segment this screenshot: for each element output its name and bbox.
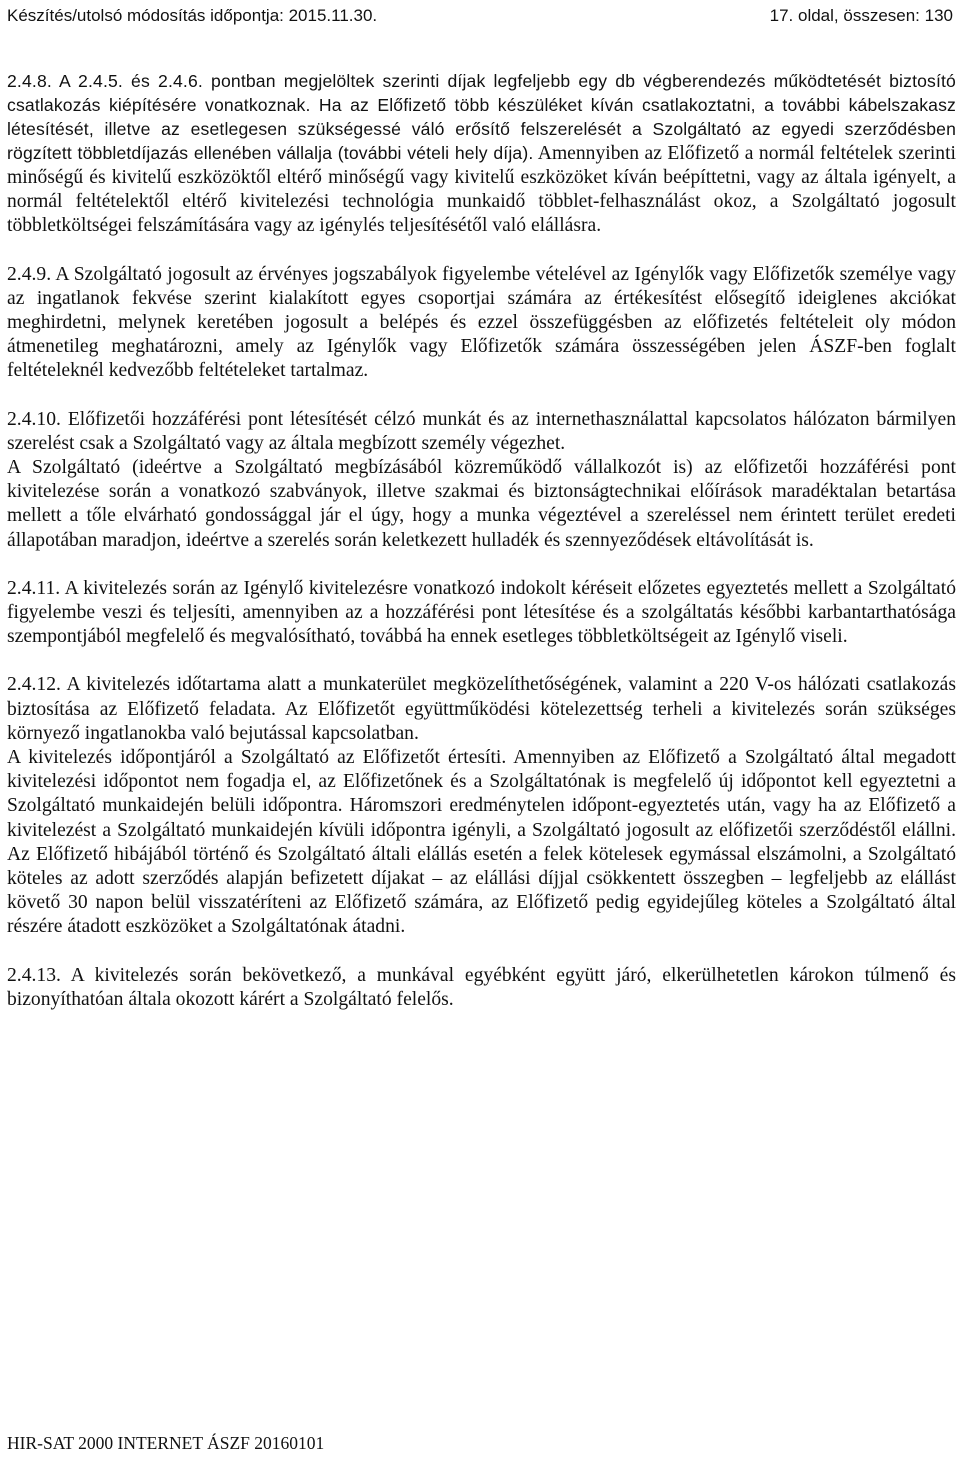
page-number: 17. oldal, összesen: 130 bbox=[769, 6, 953, 25]
section-2-4-8-text-sans: 2.4.8. A 2.4.5. és 2.4.6. pontban megjelöltek szerinti díjak legfeljebb egy db végberendezés működtetését biztosító csatlakozás kiépítésére vonatkoznak. Ha az Előfizető több készüléket kíván csatlakoztatni, a további kábelszakasz létesítését, illetve az esetlegesen szükségessé váló erősítő felszerelését a Szolgáltató az egyedi szerződésben rögzített többletdíjazás ellenében vállalja (további vételi hely díja). bbox=[7, 71, 956, 163]
section-2-4-8-text-serif: Amennyiben az Előfizető a normál feltételek szerinti minőségű és kivitelű eszközöktől eltérő minőségű vagy kivitelű eszközöket kíván beépíttetni, vagy az általa igényelt, a normál feltételektől eltérő kivitelezési technológia munkaidő többlet-felhasználást okoz, a Szolgáltató jogosult többletköltségei felszámítására vagy az igénylés teljesítésétől való elállásra. bbox=[7, 142, 956, 237]
document-body bbox=[7, 70, 956, 1012]
section-2-4-12-continued: A kivitelezés időpontjáról a Szolgáltató az Előfizetőt értesíti. Amennyiben az Előfizető a Szolgáltató által megadott kivitelezési időpontot nem fogadja el, az Előfizetőnek és a Szolgáltatónak is megfelelő új időpontot kell egyeztetni a Szolgáltató munkaidején belüli időpontra. Háromszori eredménytelen időpont-egyeztetés után, vagy ha az Előfizető a kivitelezést a Szolgáltató munkaidején kívüli időpontra igényli, a Szolgáltató jogosult az előfizetői szerződéstől elállni. Az Előfizető hibájából történő és Szolgáltató általi elállás esetén a felek kötelesek egymással elszámolni, a Szolgáltató köteles az adott szerződés alapján befizetett díjakat – az elállási díjjal csökkentett összegben – legfeljebb az elállást követő 30 napon belül visszatéríteni az Előfizető számára, az Előfizető pedig egyidejűleg köteles a Szolgáltató által részére átadott eszközöket a Szolgáltatónak átadni. bbox=[7, 746, 956, 938]
modification-date: Készítés/utolsó módosítás időpontja: 2015.11.30. bbox=[7, 6, 378, 25]
section-2-4-9: 2.4.9. A Szolgáltató jogosult az érvényes jogszabályok figyelembe vételével az Igénylők vagy Előfizetők személye vagy az ingatlanok fekvése szerint kialakított egyes csoportjai számára az értékesítést elősegítő ideiglenes akciókat meghirdetni, melynek keretében jogosult a belépés és ezzel összefüggésben az előfizetés feltételeit oly módon átmenetileg meghatározni, amely az Igénylők vagy Előfizetők számára összességében jelen ÁSZF-ben foglalt feltételeknél kedvezőbb feltételeket tartalmaz. bbox=[7, 263, 956, 382]
section-2-4-12: 2.4.12. A kivitelezés időtartama alatt a munkaterület megközelíthetőségének, valamint a 220 V-os hálózati csatlakozás biztosítása az Előfizető feladata. Az Előfizetőt együttműködési kötelezettség terheli a kivitelezés során szükséges környező ingatlanokba való bejutással kapcsolatban. bbox=[7, 674, 956, 744]
section-2-4-11: 2.4.11. A kivitelezés során az Igénylő kivitelezésre vonatkozó indokolt kéréseit előzetes egyeztetés mellett a Szolgáltató figyelembe veszi és teljesíti, amennyiben az a hozzáférési pont létesítése és a szolgáltatás későbbi karbantarthatósága szempontjából megfelelő és megvalósítható, továbbá ha ennek esetleges többletköltségeit az Igénylő viseli. bbox=[7, 577, 956, 648]
section-2-4-10-continued: A Szolgáltató (ideértve a Szolgáltató megbízásából közreműködő vállalkozót is) az előfizetői hozzáférési pont kivitelezése során a vonatkozó szabványok, illetve szakmai és biztonságtechnikai előírások maradéktalan betartása mellett a tőle elvárható gondossággal jár el úgy, hogy a munka végeztével a szereléssel nem érintett terület eredeti állapotában maradjon, ideértve a szerelés során keletkezett hulladék és szennyeződések eltávolítását is. bbox=[7, 456, 956, 551]
section-2-4-8 bbox=[7, 70, 956, 239]
section-2-4-13: 2.4.13. A kivitelezés során bekövetkező, a munkával egyébként együtt járó, elkerülhetetlen károkon túlmenő és bizonyíthatóan általa okozott kárért a Szolgáltató felelős. bbox=[7, 964, 956, 1010]
section-2-4-10: 2.4.10. Előfizetői hozzáférési pont létesítését célzó munkát és az internethasználattal kapcsolatos hálózaton bármilyen szerelést csak a Szolgáltató vagy az általa megbízott személy végezhet. bbox=[7, 408, 956, 454]
page-footer: HIR-SAT 2000 INTERNET ÁSZF 20160101 bbox=[7, 1433, 325, 1453]
